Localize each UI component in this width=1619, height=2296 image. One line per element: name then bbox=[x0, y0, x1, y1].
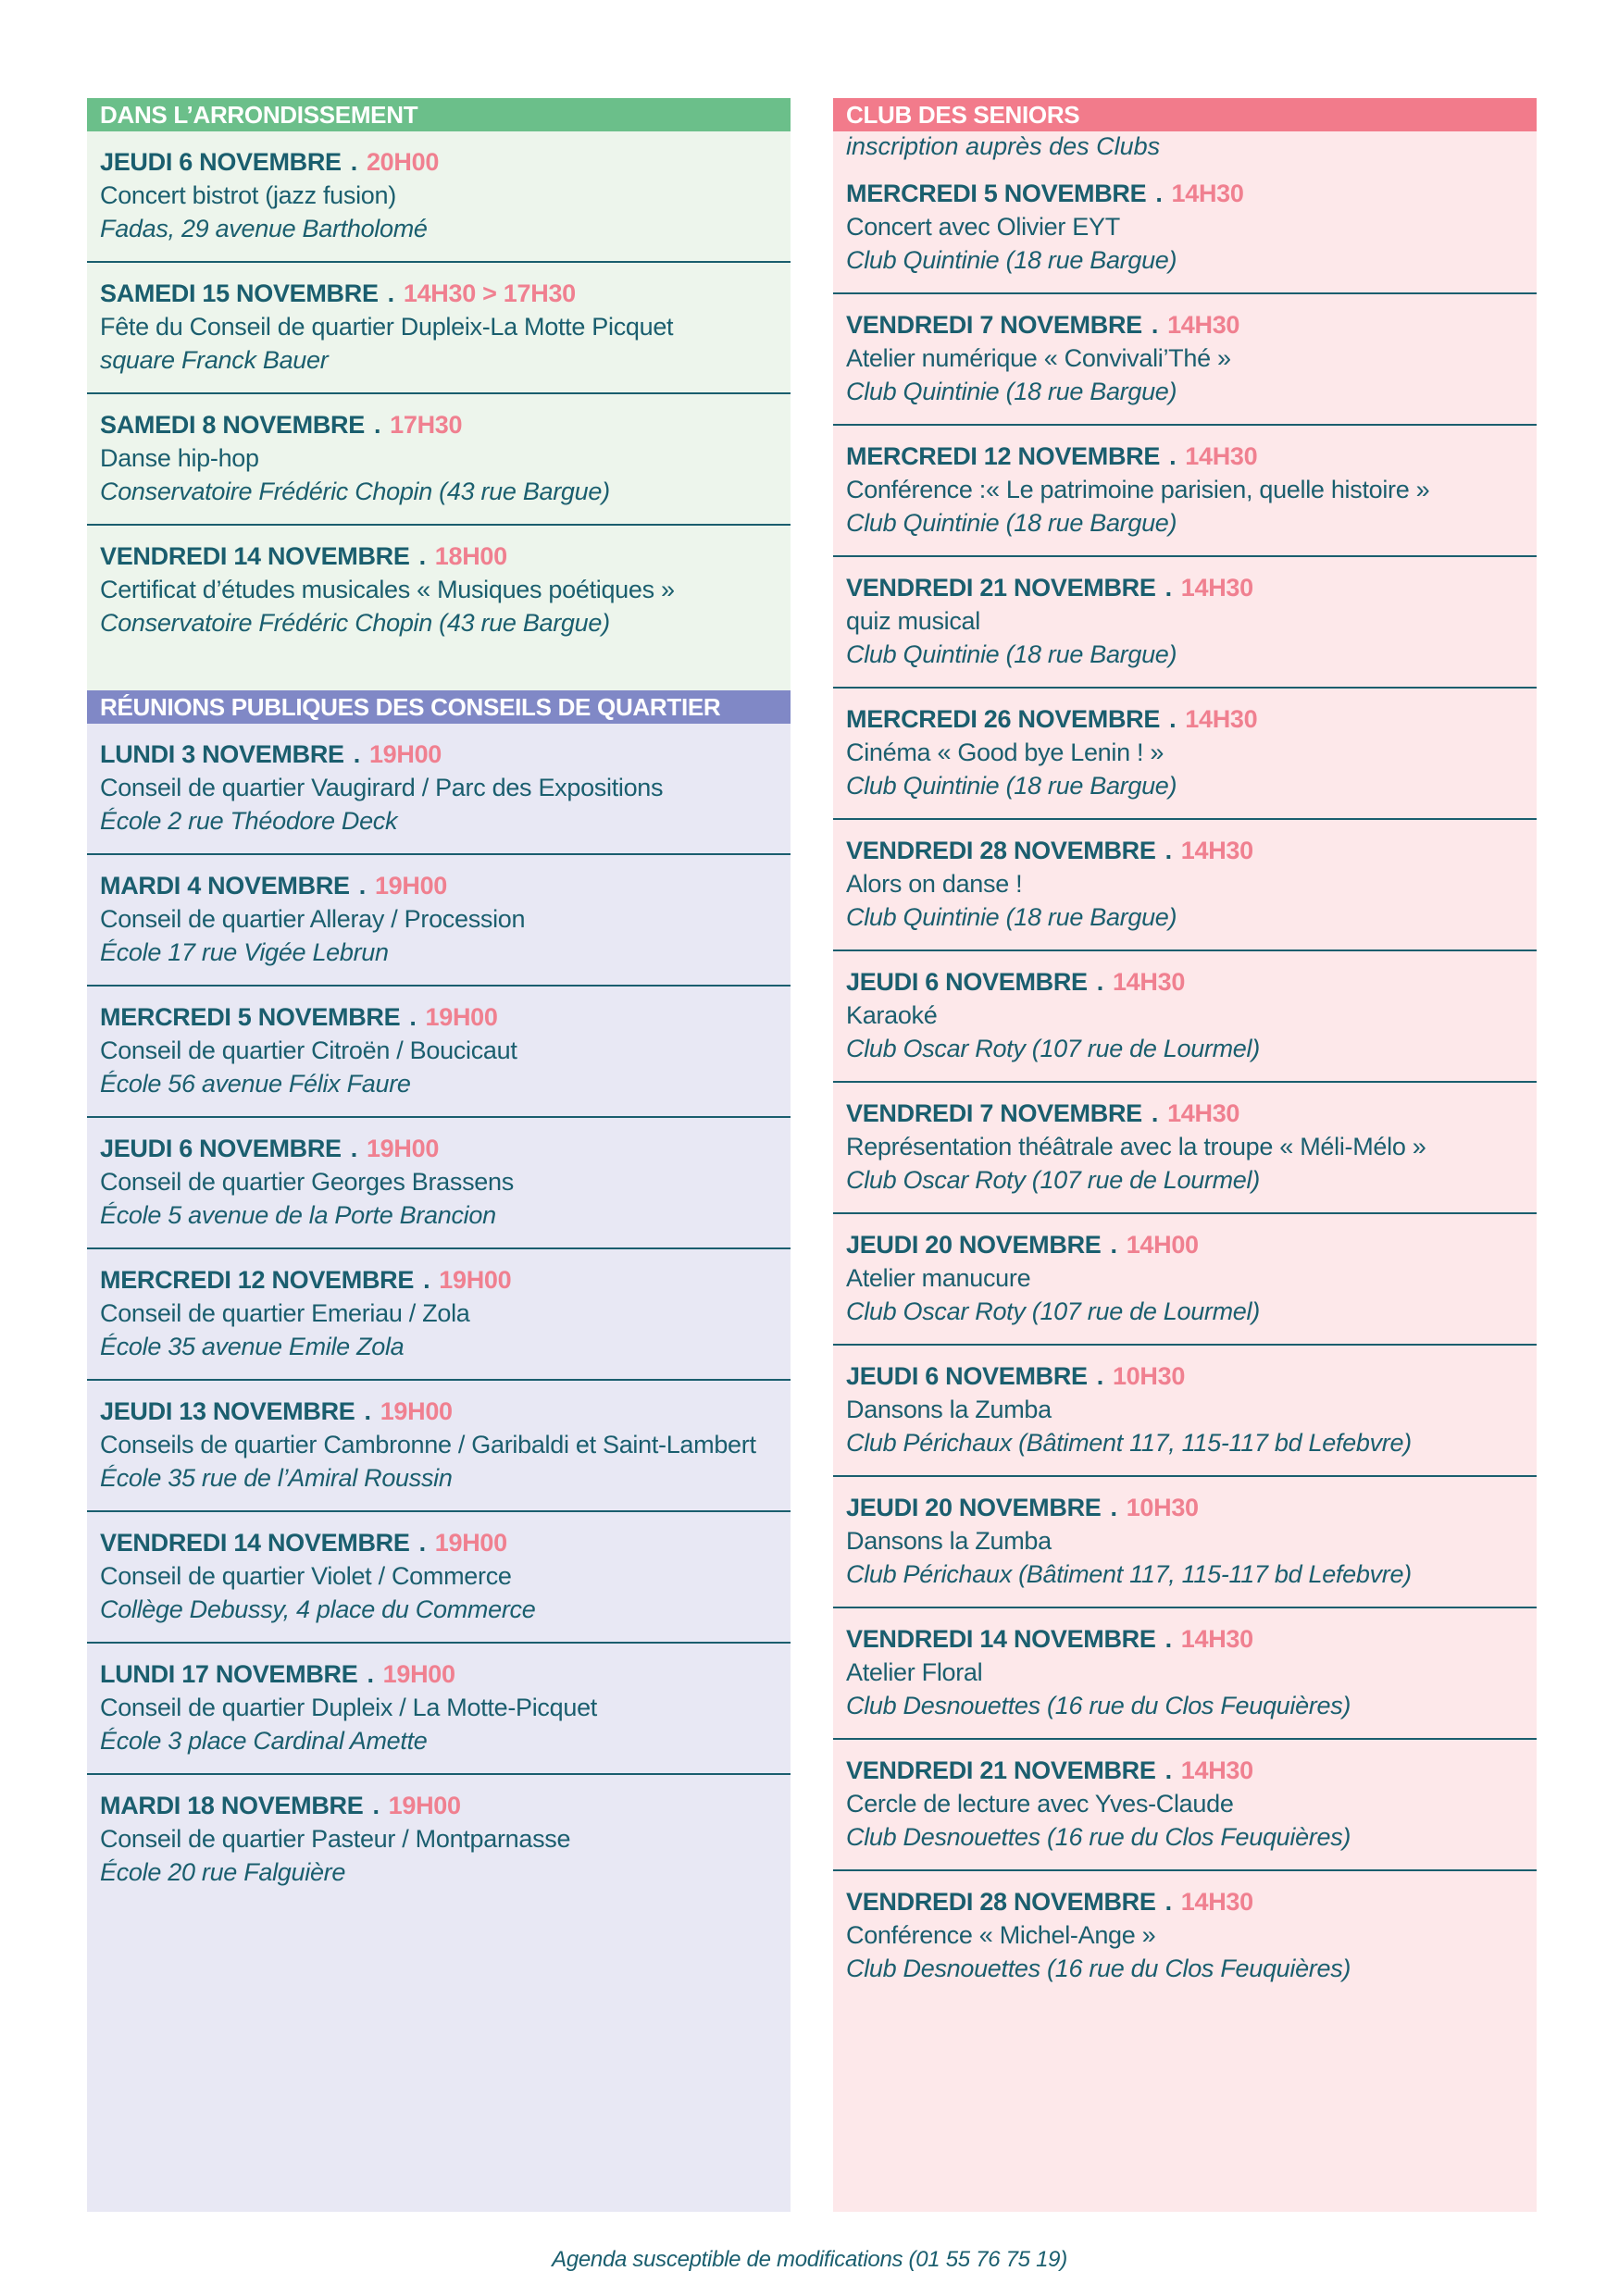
date-separator: . bbox=[418, 542, 426, 570]
left-column bbox=[87, 98, 791, 2212]
event-time: 18H00 bbox=[434, 542, 507, 570]
event-location: Club Périchaux (Bâtiment 117, 115-117 bd Lefebvre) bbox=[846, 1560, 1412, 1588]
event-location: Fadas, 29 avenue Bartholomé bbox=[100, 215, 428, 242]
right-column bbox=[833, 98, 1537, 2212]
event-date: VENDREDI 28 NOVEMBRE bbox=[846, 1888, 1156, 1916]
event-datetime bbox=[846, 1491, 1537, 1524]
event-item bbox=[87, 131, 791, 263]
event-title: Conseil de quartier Alleray / Procession bbox=[100, 905, 526, 933]
date-separator: . bbox=[1169, 705, 1177, 733]
event-time: 19H00 bbox=[388, 1792, 461, 1819]
event-datetime bbox=[100, 738, 791, 771]
event-time: 19H00 bbox=[366, 1135, 440, 1162]
event-item bbox=[87, 987, 791, 1118]
event-title: Atelier manucure bbox=[846, 1264, 1031, 1292]
event-datetime bbox=[100, 1395, 791, 1428]
event-date: MARDI 18 NOVEMBRE bbox=[100, 1792, 364, 1819]
event-datetime bbox=[846, 1359, 1537, 1393]
event-datetime bbox=[100, 1789, 791, 1822]
event-title: Alors on danse ! bbox=[846, 870, 1023, 898]
event-date: VENDREDI 14 NOVEMBRE bbox=[100, 542, 410, 570]
event-item bbox=[833, 1477, 1537, 1608]
date-separator: . bbox=[387, 279, 394, 307]
event-time: 10H30 bbox=[1126, 1494, 1199, 1521]
event-title: Dansons la Zumba bbox=[846, 1396, 1052, 1423]
event-time: 14H00 bbox=[1126, 1231, 1199, 1259]
event-time: 14H30 bbox=[1180, 1625, 1253, 1653]
event-date: JEUDI 13 NOVEMBRE bbox=[100, 1397, 355, 1425]
event-item bbox=[833, 294, 1537, 426]
event-time: 14H30 bbox=[1112, 968, 1186, 996]
event-date: MERCREDI 26 NOVEMBRE bbox=[846, 705, 1161, 733]
date-separator: . bbox=[1096, 1362, 1103, 1390]
event-datetime bbox=[846, 308, 1537, 341]
event-title: Représentation théâtrale avec la troupe « Méli-Mélo » bbox=[846, 1133, 1426, 1160]
event-date: VENDREDI 7 NOVEMBRE bbox=[846, 311, 1142, 339]
event-title: Concert avec Olivier EYT bbox=[846, 213, 1120, 241]
date-separator: . bbox=[1110, 1494, 1117, 1521]
date-separator: . bbox=[372, 1792, 380, 1819]
event-date: JEUDI 20 NOVEMBRE bbox=[846, 1231, 1102, 1259]
event-title: Certificat d’études musicales « Musiques poétiques » bbox=[100, 576, 675, 603]
event-location: Club Quintinie (18 rue Bargue) bbox=[846, 509, 1177, 537]
event-title: Conseil de quartier Citroën / Boucicaut bbox=[100, 1036, 517, 1064]
event-datetime bbox=[100, 1526, 791, 1559]
date-separator: . bbox=[364, 1397, 371, 1425]
event-location: Club Oscar Roty (107 rue de Lourmel) bbox=[846, 1035, 1260, 1062]
event-title: Conseil de quartier Violet / Commerce bbox=[100, 1562, 512, 1590]
event-location: École 2 rue Théodore Deck bbox=[100, 807, 398, 835]
date-separator: . bbox=[409, 1003, 417, 1031]
event-datetime bbox=[846, 177, 1537, 210]
event-item bbox=[833, 557, 1537, 689]
event-item bbox=[87, 263, 791, 394]
date-separator: . bbox=[1164, 1756, 1172, 1784]
event-title: Fête du Conseil de quartier Dupleix-La Motte Picquet bbox=[100, 313, 674, 341]
event-location: École 5 avenue de la Porte Brancion bbox=[100, 1201, 496, 1229]
event-location: square Franck Bauer bbox=[100, 346, 329, 374]
event-time: 14H30 bbox=[1185, 705, 1258, 733]
event-item bbox=[87, 1644, 791, 1775]
event-date: JEUDI 6 NOVEMBRE bbox=[846, 1362, 1088, 1390]
event-item bbox=[833, 1740, 1537, 1871]
event-item bbox=[833, 1083, 1537, 1214]
section-header-conseils: RÉUNIONS PUBLIQUES DES CONSEILS DE QUARTIER bbox=[87, 690, 791, 724]
event-date: JEUDI 6 NOVEMBRE bbox=[100, 1135, 342, 1162]
event-title: Danse hip-hop bbox=[100, 444, 259, 472]
event-title: quiz musical bbox=[846, 607, 980, 635]
event-item bbox=[87, 855, 791, 987]
event-datetime bbox=[100, 540, 791, 573]
event-item bbox=[833, 426, 1537, 557]
event-item bbox=[833, 820, 1537, 951]
footer-note: Agenda susceptible de modifications (01 55 76 75 19) bbox=[552, 2247, 1067, 2272]
event-title: Conférence « Michel-Ange » bbox=[846, 1921, 1156, 1949]
event-datetime bbox=[846, 965, 1537, 999]
event-date: MERCREDI 5 NOVEMBRE bbox=[846, 180, 1147, 207]
event-date: VENDREDI 21 NOVEMBRE bbox=[846, 574, 1156, 602]
event-date: VENDREDI 7 NOVEMBRE bbox=[846, 1099, 1142, 1127]
date-separator: . bbox=[358, 872, 366, 900]
date-separator: . bbox=[1164, 1888, 1172, 1916]
event-title: Conseil de quartier Georges Brassens bbox=[100, 1168, 514, 1196]
event-location: École 3 place Cardinal Amette bbox=[100, 1727, 428, 1755]
date-separator: . bbox=[1164, 1625, 1172, 1653]
event-time: 14H30 bbox=[1180, 1888, 1253, 1916]
event-title: Conseil de quartier Emeriau / Zola bbox=[100, 1299, 470, 1327]
event-time: 10H30 bbox=[1112, 1362, 1186, 1390]
event-time: 19H00 bbox=[380, 1397, 453, 1425]
event-time: 19H00 bbox=[434, 1529, 507, 1557]
event-datetime bbox=[100, 145, 791, 179]
seniors-subtitle: inscription auprès des Clubs bbox=[846, 132, 1161, 160]
event-location: Conservatoire Frédéric Chopin (43 rue Bargue) bbox=[100, 609, 610, 637]
event-time: 14H30 bbox=[1171, 180, 1244, 207]
event-time: 19H00 bbox=[382, 1660, 455, 1688]
date-separator: . bbox=[418, 1529, 426, 1557]
event-location: Club Oscar Roty (107 rue de Lourmel) bbox=[846, 1297, 1260, 1325]
event-item bbox=[87, 724, 791, 855]
event-location: Collège Debussy, 4 place du Commerce bbox=[100, 1595, 536, 1623]
event-datetime bbox=[846, 834, 1537, 867]
event-datetime bbox=[846, 440, 1537, 473]
section-header-seniors: CLUB DES SENIORS bbox=[833, 98, 1537, 131]
date-separator: . bbox=[1096, 968, 1103, 996]
date-separator: . bbox=[423, 1266, 430, 1294]
event-datetime bbox=[100, 1657, 791, 1691]
date-separator: . bbox=[1151, 1099, 1159, 1127]
event-datetime bbox=[100, 1132, 791, 1165]
event-title: Atelier numérique « Convivali’Thé » bbox=[846, 344, 1231, 372]
event-date: SAMEDI 8 NOVEMBRE bbox=[100, 411, 365, 439]
event-time: 19H00 bbox=[368, 740, 442, 768]
event-date: VENDREDI 14 NOVEMBRE bbox=[846, 1625, 1156, 1653]
date-separator: . bbox=[350, 148, 357, 176]
event-location: Club Desnouettes (16 rue du Clos Feuquières) bbox=[846, 1692, 1351, 1719]
event-date: JEUDI 6 NOVEMBRE bbox=[846, 968, 1088, 996]
event-item bbox=[833, 1608, 1537, 1740]
event-location: Club Oscar Roty (107 rue de Lourmel) bbox=[846, 1166, 1260, 1194]
event-time: 19H00 bbox=[374, 872, 448, 900]
event-item bbox=[87, 1118, 791, 1249]
event-location: Club Quintinie (18 rue Bargue) bbox=[846, 378, 1177, 405]
event-time: 14H30 bbox=[1180, 1756, 1253, 1784]
event-time: 17H30 bbox=[390, 411, 463, 439]
event-datetime bbox=[100, 869, 791, 902]
event-time: 19H00 bbox=[439, 1266, 512, 1294]
event-date: LUNDI 3 NOVEMBRE bbox=[100, 740, 344, 768]
event-item bbox=[833, 1346, 1537, 1477]
date-separator: . bbox=[1151, 311, 1159, 339]
event-location: Club Desnouettes (16 rue du Clos Feuquières) bbox=[846, 1955, 1351, 1982]
event-location: Club Quintinie (18 rue Bargue) bbox=[846, 772, 1177, 800]
event-title: Conseil de quartier Vaugirard / Parc des Expositions bbox=[100, 774, 664, 801]
event-location: Club Quintinie (18 rue Bargue) bbox=[846, 246, 1177, 274]
event-datetime bbox=[846, 1097, 1537, 1130]
event-time: 19H00 bbox=[425, 1003, 498, 1031]
event-time: 14H30 bbox=[1180, 574, 1253, 602]
date-separator: . bbox=[1155, 180, 1163, 207]
event-item bbox=[87, 394, 791, 526]
event-time: 14H30 bbox=[1167, 1099, 1240, 1127]
event-location: Club Quintinie (18 rue Bargue) bbox=[846, 640, 1177, 668]
event-location: École 35 avenue Emile Zola bbox=[100, 1333, 405, 1360]
event-date: MARDI 4 NOVEMBRE bbox=[100, 872, 350, 900]
event-location: École 56 avenue Félix Faure bbox=[100, 1070, 411, 1098]
event-item bbox=[833, 1214, 1537, 1346]
date-separator: . bbox=[1164, 574, 1172, 602]
event-datetime bbox=[846, 702, 1537, 736]
event-date: JEUDI 20 NOVEMBRE bbox=[846, 1494, 1102, 1521]
event-datetime bbox=[100, 277, 791, 310]
date-separator: . bbox=[353, 740, 360, 768]
event-time: 14H30 bbox=[1185, 442, 1258, 470]
event-date: VENDREDI 28 NOVEMBRE bbox=[846, 837, 1156, 864]
event-datetime bbox=[846, 1885, 1537, 1918]
date-separator: . bbox=[1164, 837, 1172, 864]
event-location: Conservatoire Frédéric Chopin (43 rue Bargue) bbox=[100, 478, 610, 505]
event-item bbox=[87, 1249, 791, 1381]
event-date: MERCREDI 12 NOVEMBRE bbox=[846, 442, 1161, 470]
section-header-arrondissement: DANS L’ARRONDISSEMENT bbox=[87, 98, 791, 131]
event-date: SAMEDI 15 NOVEMBRE bbox=[100, 279, 379, 307]
event-datetime bbox=[846, 1622, 1537, 1656]
event-datetime bbox=[846, 1228, 1537, 1261]
event-location: École 35 rue de l’Amiral Roussin bbox=[100, 1464, 453, 1492]
event-item bbox=[87, 1381, 791, 1512]
event-datetime bbox=[846, 1754, 1537, 1787]
event-datetime bbox=[100, 408, 791, 441]
event-time: 20H00 bbox=[366, 148, 440, 176]
event-item bbox=[833, 163, 1537, 294]
event-title: Karaoké bbox=[846, 1001, 938, 1029]
event-datetime bbox=[100, 1000, 791, 1034]
event-title: Conseils de quartier Cambronne / Garibaldi et Saint-Lambert bbox=[100, 1431, 756, 1458]
event-date: VENDREDI 14 NOVEMBRE bbox=[100, 1529, 410, 1557]
event-location: École 17 rue Vigée Lebrun bbox=[100, 938, 389, 966]
event-title: Dansons la Zumba bbox=[846, 1527, 1052, 1555]
event-date: VENDREDI 21 NOVEMBRE bbox=[846, 1756, 1156, 1784]
event-date: LUNDI 17 NOVEMBRE bbox=[100, 1660, 358, 1688]
event-time: 14H30 bbox=[1167, 311, 1240, 339]
event-time: 14H30 bbox=[1180, 837, 1253, 864]
event-date: MERCREDI 5 NOVEMBRE bbox=[100, 1003, 401, 1031]
event-location: Club Quintinie (18 rue Bargue) bbox=[846, 903, 1177, 931]
event-location: Club Périchaux (Bâtiment 117, 115-117 bd Lefebvre) bbox=[846, 1429, 1412, 1457]
event-title: Concert bistrot (jazz fusion) bbox=[100, 181, 396, 209]
event-location: Club Desnouettes (16 rue du Clos Feuquières) bbox=[846, 1823, 1351, 1851]
event-title: Atelier Floral bbox=[846, 1658, 983, 1686]
date-separator: . bbox=[373, 411, 381, 439]
event-date: JEUDI 6 NOVEMBRE bbox=[100, 148, 342, 176]
event-title: Conférence :« Le patrimoine parisien, quelle histoire » bbox=[846, 476, 1430, 503]
event-item bbox=[833, 689, 1537, 820]
event-title: Cinéma « Good bye Lenin ! » bbox=[846, 738, 1164, 766]
event-datetime bbox=[846, 571, 1537, 604]
event-item bbox=[87, 1775, 791, 1906]
date-separator: . bbox=[1169, 442, 1177, 470]
event-title: Conseil de quartier Pasteur / Montparnasse bbox=[100, 1825, 571, 1853]
event-datetime bbox=[100, 1263, 791, 1297]
date-separator: . bbox=[350, 1135, 357, 1162]
event-item bbox=[833, 1871, 1537, 2003]
date-separator: . bbox=[1110, 1231, 1117, 1259]
event-item bbox=[833, 951, 1537, 1083]
event-title: Cercle de lecture avec Yves-Claude bbox=[846, 1790, 1234, 1818]
event-title: Conseil de quartier Dupleix / La Motte-Picquet bbox=[100, 1694, 597, 1721]
event-date: MERCREDI 12 NOVEMBRE bbox=[100, 1266, 415, 1294]
date-separator: . bbox=[367, 1660, 374, 1688]
event-time: 14H30 > 17H30 bbox=[403, 279, 576, 307]
event-item bbox=[87, 1512, 791, 1644]
event-location: École 20 rue Falguière bbox=[100, 1858, 346, 1886]
event-item bbox=[87, 526, 791, 657]
